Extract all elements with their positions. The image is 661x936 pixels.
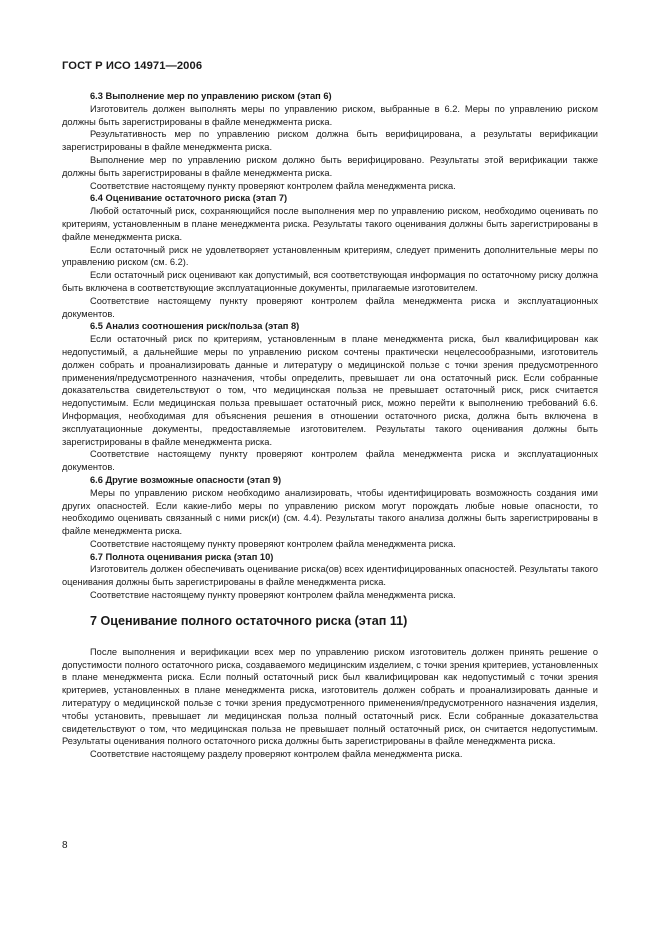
section-6-7-title: 6.7 Полнота оценивания риска (этап 10) (90, 551, 274, 562)
section-6-7-compliance: Соответствие настоящему пункту проверяют контролем файла менеджмента риска. (90, 590, 456, 601)
section-6-4-paragraph: Любой остаточный риск, сохраняющийся после выполнения мер по управлению риском, необходимо оценивать по критериям, установленным в плане менеджмента риска. Результаты такого оценивания должны быть зарегистрированы в файле менеджмента риска. (62, 206, 598, 242)
section-6-3-title: 6.3 Выполнение мер по управлению риском (этап 6) (90, 91, 332, 101)
section-6-3-paragraph: Изготовитель должен выполнять меры по управлению риском, выбранные в 6.2. Меры по управлению риском должны быть зарегистрированы в файле менеджмента риска. (62, 103, 598, 127)
section-6-6-title: 6.6 Другие возможные опасности (этап 9) (90, 474, 282, 485)
section-6-7-paragraph: Изготовитель должен обеспечивать оценивание риска(ов) всех идентифицированных опасностей. Результаты такого оценивания должны быть зарегистрированы в файле менеджмента риска. (62, 564, 598, 588)
page-number: 8 (62, 840, 68, 851)
section-6-5-compliance: Соответствие настоящему пункту проверяют контролем файла менеджмента риска и эксплуатационных документов. (62, 449, 598, 473)
section-6-4-title: 6.4 Оценивание остаточного риска (этап 7) (90, 193, 288, 204)
section-7-compliance: Соответствие настоящему разделу проверяют контролем файла менеджмента риска. (90, 749, 463, 760)
section-6-3-paragraph: Результативность мер по управлению риском должна быть верифицирована, а результаты верификации зарегистрированы в файле менеджмента риска. (62, 129, 598, 153)
document-body (62, 90, 598, 761)
section-6-3-compliance: Соответствие настоящему пункту проверяют контролем файла менеджмента риска. (90, 180, 456, 191)
section-6-4-compliance: Соответствие настоящему пункту проверяют контролем файла менеджмента риска и эксплуатационных документов. (62, 295, 598, 319)
section-6-5-paragraph: Если остаточный риск по критериям, установленным в плане менеджмента риска, был квалифицирован как недопустимый, а дальнейшие меры по управлению риском сочтены практически нецелесообразными, изготовитель должен собрать и проанализировать данные и литературу о медицинской пользе с точки зрения предусмотренного применения/предусмотренного назначения, чтобы определить, превышает ли она остаточный риск. Если собранные доказательства свидетельствуют о том, что медицинская польза не превышает остаточный риск, риск считается недопустимым. Если медицинская польза превышает остаточный риск, можно перейти к выполнению требований 6.6. Информация, необходимая для объяснения решения в отношении остаточного риска, должна быть включена в эксплуатационные документы, предоставляемые изготовителем. Результаты такого оценивания должны быть зарегистрированы в файле менеджмента риска. (62, 334, 598, 447)
section-6-3-paragraph: Выполнение мер по управлению риском должно быть верифицировано. Результаты этой верификации также должны быть зарегистрированы в файле менеджмента риска. (62, 154, 598, 178)
section-7-title: 7 Оценивание полного остаточного риска (этап 11) (90, 613, 408, 628)
document-header: ГОСТ Р ИСО 14971—2006 (62, 60, 203, 72)
section-6-4-paragraph: Если остаточный риск не удовлетворяет установленным критериям, следует применить дополнительные меры по управлению риском (см. 6.2). (62, 244, 598, 268)
section-6-6-compliance: Соответствие настоящему пункту проверяют контролем файла менеджмента риска. (90, 538, 456, 549)
section-6-5-title: 6.5 Анализ соотношения риск/польза (этап 8) (90, 321, 300, 332)
section-7-paragraph: После выполнения и верификации всех мер по управлению риском изготовитель должен принять решение о допустимости полного остаточного риска, создаваемого медицинским изделием, с точки зрения критериев, установленных в плане менеджмента риска. Если полный остаточный риск был квалифицирован как недопустимый с точки зрения критериев, установленных в плане менеджмента риска, изготовитель должен собрать и проанализировать данные и литературу о медицинской пользе с точки зрения предусмотренного применения/предусмотренного назначения изделия, чтобы установить, превышает ли медицинская польза полный остаточный риск. Если собранные доказательства свидетельствуют о том, что медицинская польза не превышает полный остаточный риск, он считается недопустимым. Результаты оценивания полного остаточного риска должны быть зарегистрированы в файле менеджмента риска. (62, 646, 598, 747)
section-6-4-paragraph: Если остаточный риск оценивают как допустимый, вся соответствующая информация по остаточному риску должна быть включена в соответствующие эксплуатационные документы, прилагаемые изготовителем. (62, 270, 598, 293)
section-6-6-paragraph: Меры по управлению риском необходимо анализировать, чтобы идентифицировать возможность создания ими других опасностей. Если какие-либо меры по управлению риском могут порождать любые новые опасности, то необходимо оценивать связанный с ними риск(и) (см. 4.4). Результаты такого анализа должны быть зарегистрированы в файле менеджмента риска. (62, 487, 598, 537)
